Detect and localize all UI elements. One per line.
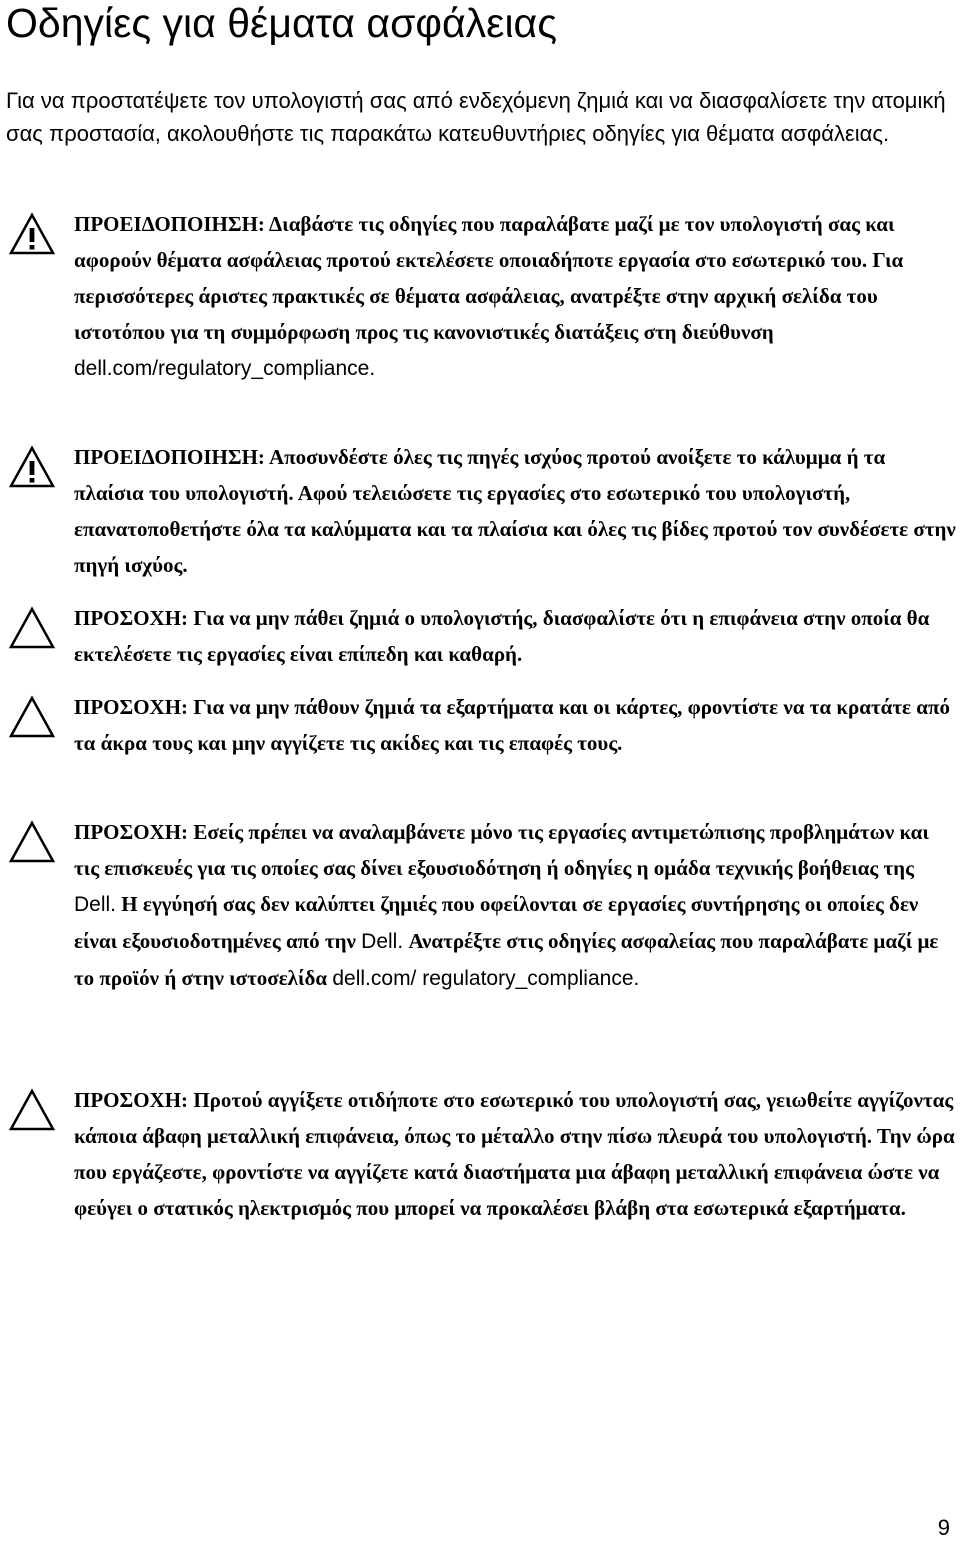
caution-icon — [8, 1088, 56, 1132]
intro-paragraph: Για να προστατέψετε τον υπολογιστή σας από ενδεχόμενη ζημιά και να διασφαλίσετε την ατομική σας προστασία, ακολουθήστε τις παρακάτω κατευθυντήριες οδηγίες για θέματα ασφάλειας. — [6, 88, 946, 146]
notice-text — [74, 600, 958, 672]
caution-icon — [8, 820, 56, 864]
notice-text — [74, 206, 958, 387]
notice-text — [74, 814, 958, 997]
page-number: 9 — [937, 1515, 950, 1540]
regulatory-link[interactable]: dell.com/ regulatory_compliance. — [332, 967, 640, 990]
warning-icon — [8, 445, 56, 489]
notice-body: Ανατρέξτε στις οδηγίες ασφαλείας που παραλάβατε μαζί με το προϊόν ή στην ιστοσελίδα — [74, 929, 939, 990]
notice-text — [74, 1082, 958, 1226]
notice-body: Εσείς πρέπει να αναλαμβάνετε μόνο τις εργασίες αντιμετώπισης προβλημάτων και τις επισκευές για τις οποίες σας δίνει εξουσιοδότηση ή οδηγίες η ομάδα τεχνικής βοήθειας της — [74, 820, 929, 880]
notice-text — [74, 439, 958, 583]
notice-body: Η εγγύησή σας δεν καλύπτει ζημιές που οφείλονται σε εργασίες συντήρησης οι οποίες δεν είναι εξουσιοδοτημένες από την — [74, 892, 919, 953]
regulatory-link[interactable]: dell.com/regulatory_compliance. — [74, 357, 376, 380]
notice-body: Διαβάστε τις οδηγίες που παραλάβατε μαζί με τον υπολογιστή σας και αφορούν θέματα ασφάλειας προτού εκτελέσετε οποιαδήποτε εργασία στο εσωτερικό του. Για περισσότερες άριστες πρακτικές σε θέματα ασφάλειας, ανατρέξτε στην αρχική σελίδα του ιστοτόπου για τη συμμόρφωση προς τις κανονιστικές διατάξεις στη διεύθυνση — [74, 212, 904, 344]
brand-name: Dell. — [74, 893, 117, 916]
notice-label: ΠΡΟΣΟΧΗ: — [74, 820, 189, 844]
brand-name: Dell. — [361, 930, 404, 953]
notice-body: Για να μην πάθουν ζημιά τα εξαρτήματα και οι κάρτες, φροντίστε να τα κρατάτε από τα άκρα τους και μην αγγίζετε τις ακίδες και τις επαφές τους. — [74, 695, 950, 755]
caution-icon — [8, 695, 56, 739]
page-title: Οδηγίες για θέματα ασφάλειας — [6, 0, 558, 46]
warning-icon — [8, 212, 56, 256]
notice-label: ΠΡΟΣΟΧΗ: — [74, 1088, 189, 1112]
notice-label: ΠΡΟΕΙΔΟΠΟΙΗΣΗ: — [74, 212, 265, 236]
notice-body: Για να μην πάθει ζημιά ο υπολογιστής, διασφαλίστε ότι η επιφάνεια στην οποία θα εκτελέσετε τις εργασίες είναι επίπεδη και καθαρή. — [74, 606, 930, 666]
notice-body: Προτού αγγίξετε οτιδήποτε στο εσωτερικό του υπολογιστή σας, γειωθείτε αγγίζοντας κάποια άβαφη μεταλλική επιφάνεια, όπως το μέταλλο στην πίσω πλευρά του υπολογιστή. Την ώρα που εργάζεστε, φροντίστε να αγγίζετε κατά διαστήματα μια άβαφη μεταλλική επιφάνεια ώστε να φεύγει ο στατικός ηλεκτρισμός που μπορεί να προκαλέσει βλάβη στα εσωτερικά εξαρτήματα. — [74, 1088, 955, 1220]
notice-label: ΠΡΟΣΟΧΗ: — [74, 606, 189, 630]
notice-text — [74, 689, 958, 761]
caution-icon — [8, 606, 56, 650]
notice-body: Αποσυνδέστε όλες τις πηγές ισχύος προτού ανοίξετε το κάλυμμα ή τα πλαίσια του υπολογιστή. Αφού τελειώσετε τις εργασίες στο εσωτερικό του υπολογιστή, επανατοποθετήστε όλα τα καλύμματα και τα πλαίσια και όλες τις βίδες προτού τον συνδέσετε στην πηγή ισχύος. — [74, 445, 956, 577]
notice-label: ΠΡΟΕΙΔΟΠΟΙΗΣΗ: — [74, 445, 265, 469]
notice-label: ΠΡΟΣΟΧΗ: — [74, 695, 189, 719]
